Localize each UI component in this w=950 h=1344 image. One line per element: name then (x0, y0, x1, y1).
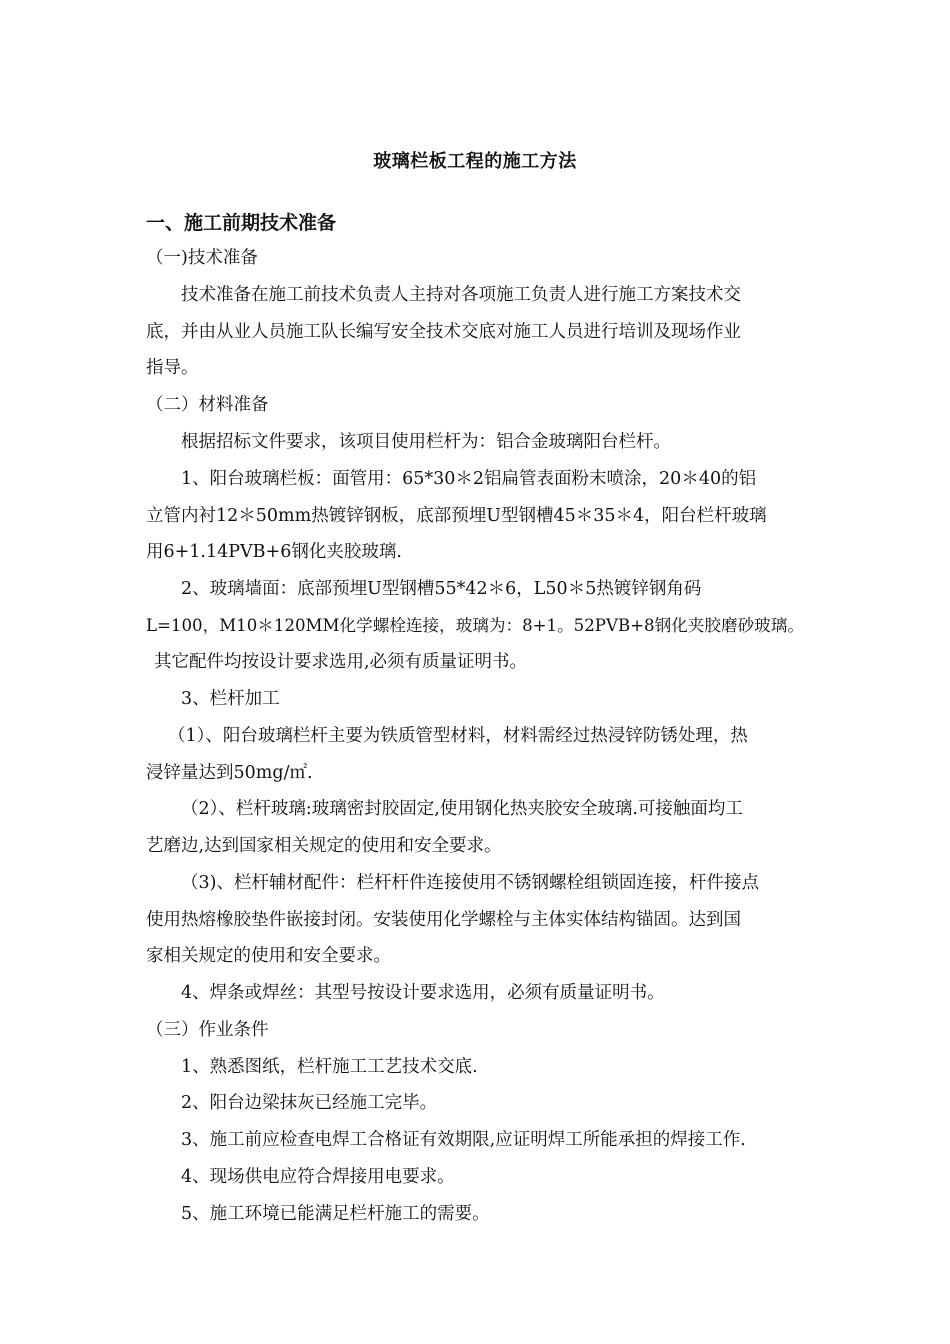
paragraph-line: 使用热熔橡胶垫件嵌接封闭。安装使用化学螺栓与主体实体结构锚固。达到国 (146, 910, 741, 930)
list-item: 1、熟悉图纸，栏杆施工工艺技术交底. (181, 1057, 478, 1077)
paragraph-line: （2）、栏杆玻璃:玻璃密封胶固定,使用钢化热夹胶安全玻璃.可接触面均工 (181, 799, 743, 819)
paragraph-line: 3、栏杆加工 (181, 689, 280, 709)
subsection-heading: （二）材料准备 (146, 395, 269, 415)
paragraph-line: 4、焊条或焊丝：其型号按设计要求选用，必须有质量证明书。 (181, 983, 665, 1003)
list-item: 4、现场供电应符合焊接用电要求。 (181, 1167, 455, 1187)
list-item: 3、施工前应检查电焊工合格证有效期限,应证明焊工所能承担的焊接工作. (181, 1130, 746, 1150)
paragraph-line: 浸锌量达到50mg/㎡. (146, 763, 313, 783)
section-heading: 一、施工前期技术准备 (146, 212, 337, 234)
list-item: 2、阳台边梁抹灰已经施工完毕。 (181, 1093, 438, 1113)
subsection-heading: （一)技术准备 (146, 248, 258, 268)
paragraph-line: 艺磨边,达到国家相关规定的使用和安全要求。 (146, 836, 502, 856)
list-item: 5、施工环境已能满足栏杆施工的需要。 (181, 1204, 490, 1224)
paragraph-line: （3)、栏杆辅材配件：栏杆杆件连接使用不锈钢螺栓组锁固连接，杆件接点 (181, 873, 759, 893)
paragraph-line: 指导。 (146, 358, 199, 378)
paragraph-line: 家相关规定的使用和安全要求。 (146, 946, 391, 966)
paragraph-line: （1）、阳台玻璃栏杆主要为铁质管型材料，材料需经过热浸锌防锈处理，热 (168, 726, 748, 746)
paragraph-line: 1、阳台玻璃栏板：面管用：65*30＊2铝扁管表面粉末喷涂，20＊40的铝 (181, 469, 757, 489)
paragraph-line: 底，并由从业人员施工队长编写安全技术交底对施工人员进行培训及现场作业 (146, 322, 741, 342)
paragraph-line: 立管内衬12＊50mm热镀锌钢板，底部预埋U型钢槽45＊35＊4，阳台栏杆玻璃 (146, 506, 767, 526)
paragraph-line: 根据招标文件要求，该项目使用栏杆为：铝合金玻璃阳台栏杆。 (181, 432, 671, 452)
paragraph-line: 2、玻璃墙面：底部预埋U型钢槽55*42＊6，L50＊5热镀锌钢角码 (181, 579, 702, 599)
paragraph-line: L=100，M10＊120MM化学螺栓连接，玻璃为：8+1。52PVB+8钢化夹胶磨砂玻璃。 (146, 616, 804, 635)
paragraph-line: 用6+1.14PVB+6钢化夹胶玻璃. (146, 542, 402, 562)
subsection-heading: （三）作业条件 (146, 1020, 269, 1040)
paragraph-line: 其它配件均按设计要求选用,必须有质量证明书。 (154, 652, 528, 672)
document-title: 玻璃栏板工程的施工方法 (373, 151, 577, 172)
paragraph-line: 技术准备在施工前技术负责人主持对各项施工负责人进行施工方案技术交 (181, 285, 741, 305)
